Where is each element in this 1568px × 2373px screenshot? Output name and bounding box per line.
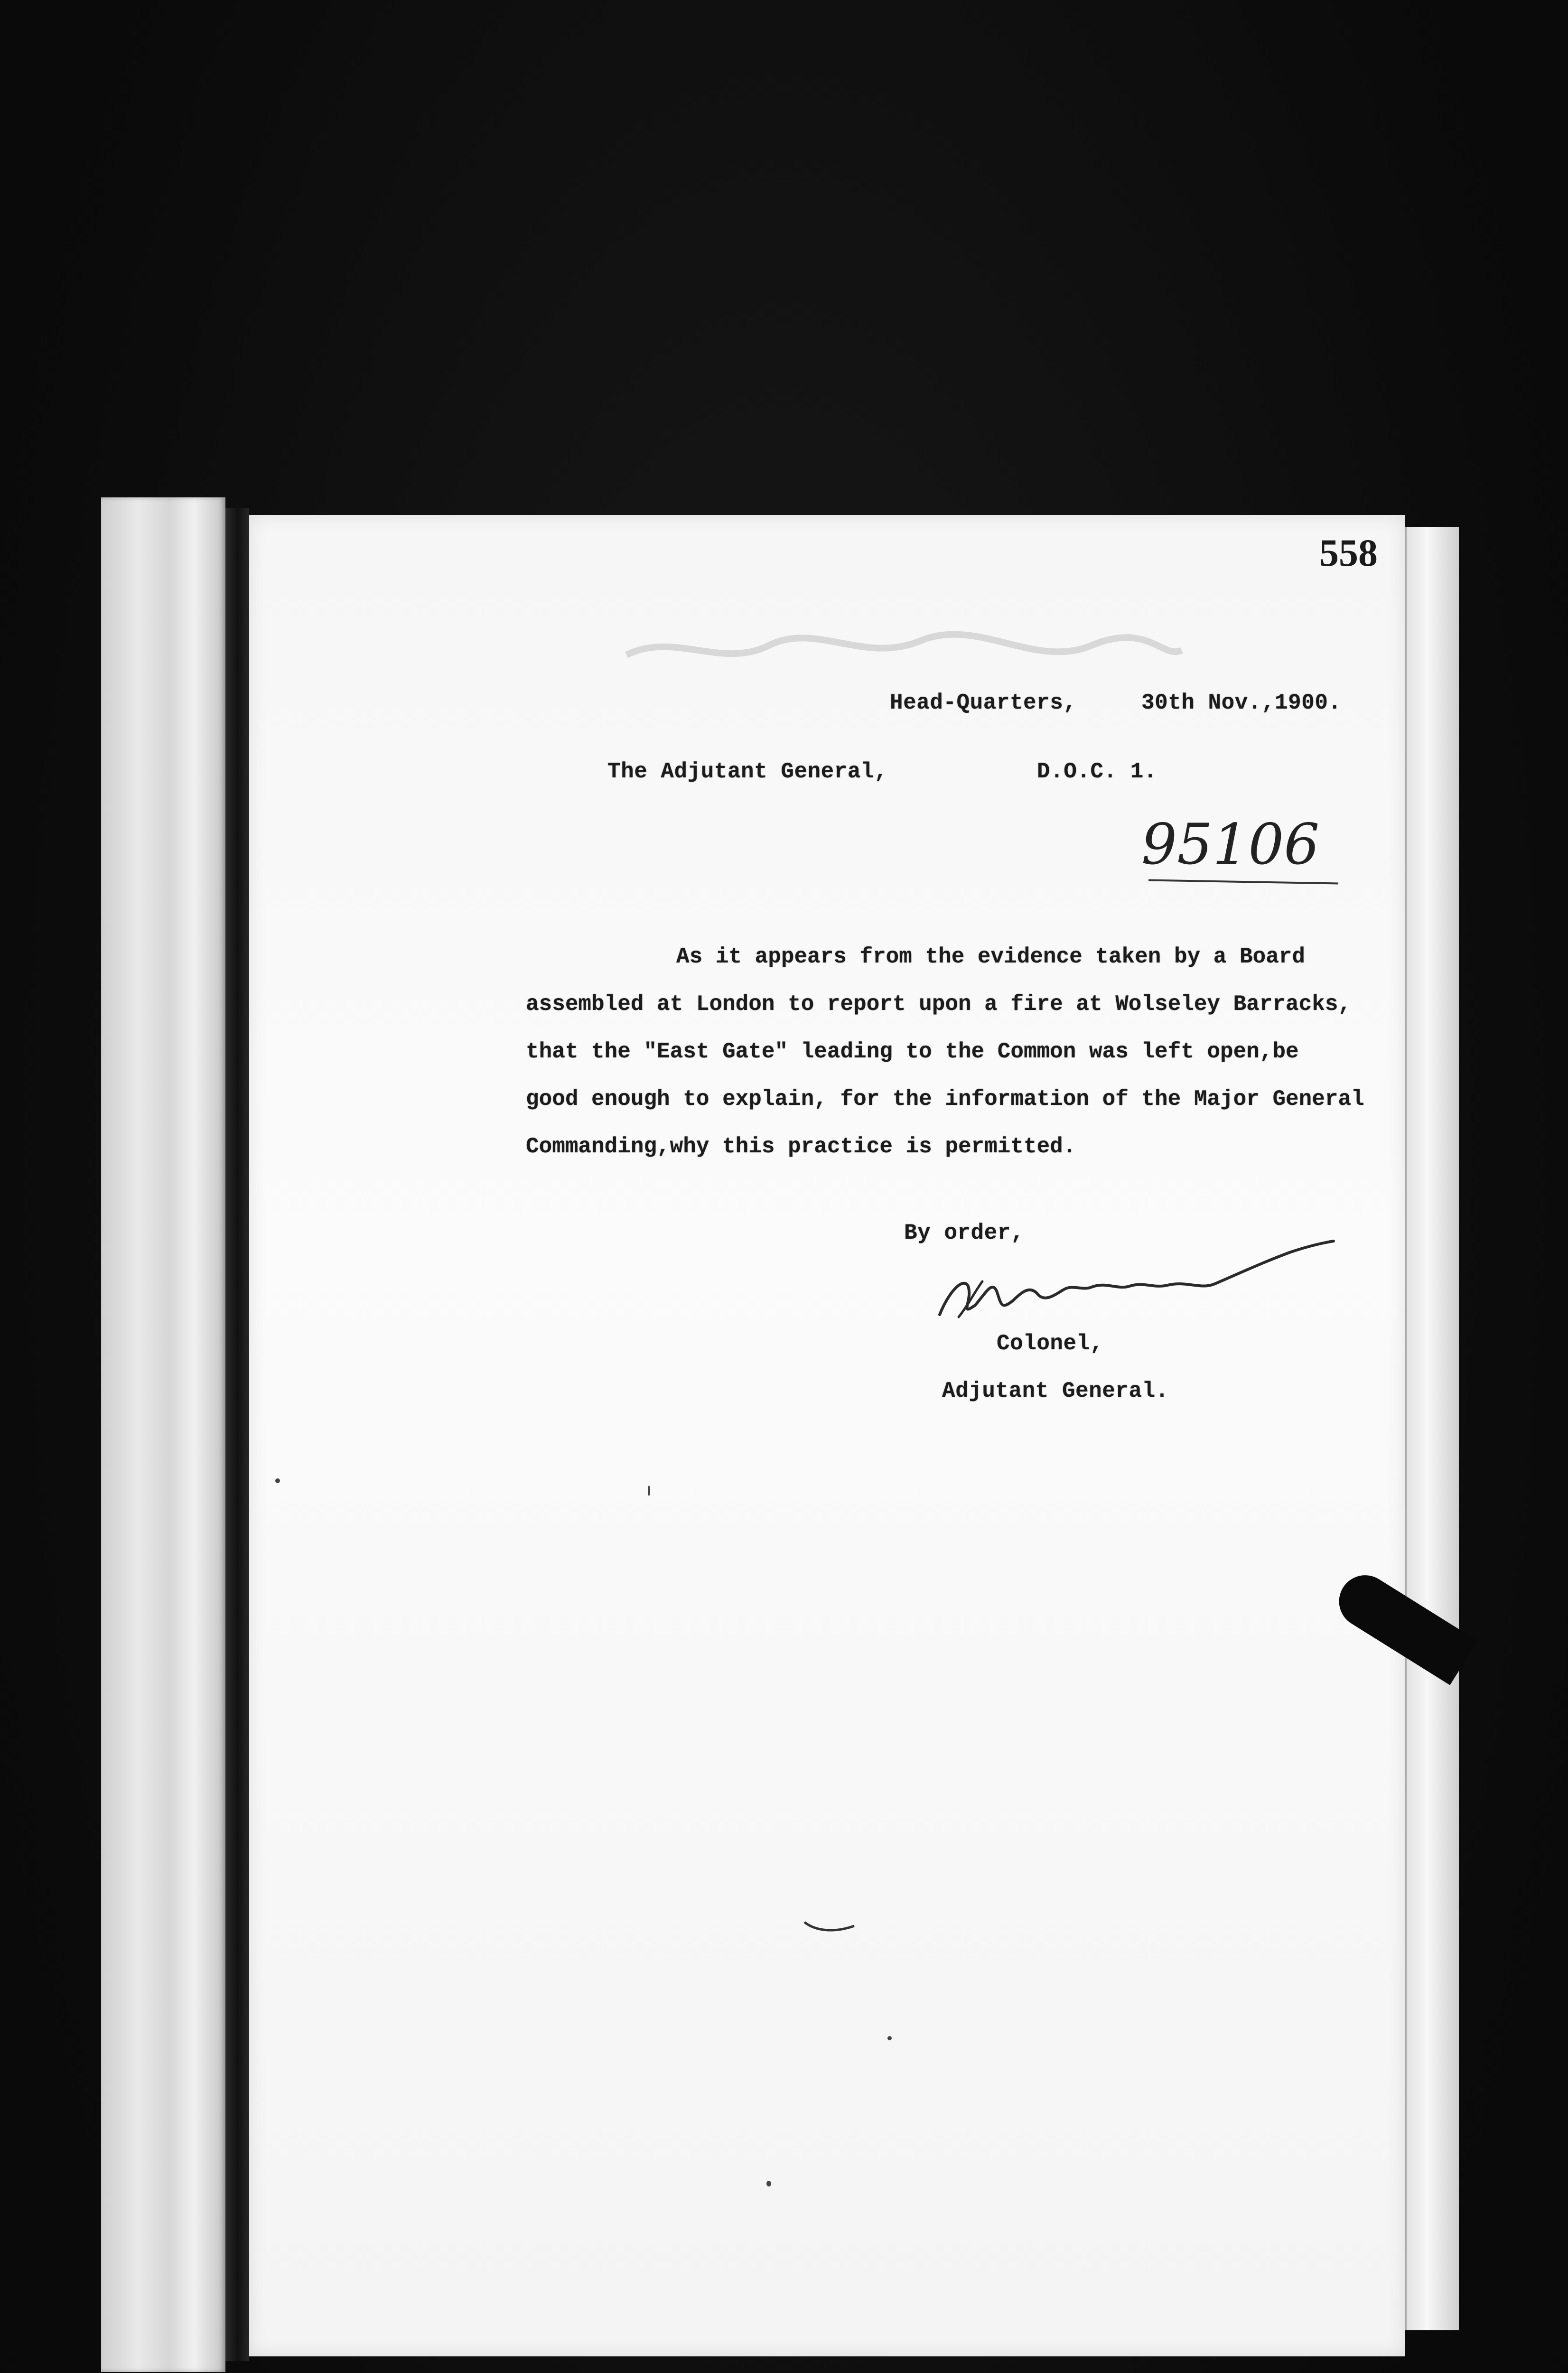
binding-spine (225, 508, 249, 2361)
signatory-rank: Colonel, (997, 1331, 1103, 1356)
body-line: As it appears from the evidence taken by a Board (676, 944, 1306, 969)
handwritten-signature (930, 1234, 1348, 1338)
body-line: good enough to explain, for the information of the Major General (526, 1087, 1364, 1112)
folded-page-edge (101, 497, 225, 2372)
dust-speck (766, 2181, 771, 2186)
body-line: assembled at London to report upon a fire at Wolseley Barracks, (526, 992, 1352, 1017)
handwritten-file-number: 95106 (1141, 812, 1320, 877)
district-code: D.O.C. 1. (1037, 759, 1157, 784)
page-right-edge (1405, 527, 1459, 2330)
body-line: Commanding,why this practice is permitted. (526, 1134, 1076, 1159)
addressee: The Adjutant General, (607, 759, 888, 784)
ink-mark (802, 1917, 859, 1936)
body-line: that the "East Gate" leading to the Common was left open,be (526, 1039, 1299, 1064)
closing-by-order: By order, (904, 1221, 1024, 1245)
dust-speck (648, 1485, 650, 1496)
signatory-title: Adjutant General. (942, 1379, 1169, 1403)
page-number: 558 (1319, 531, 1378, 574)
dust-speck (887, 2036, 892, 2040)
dust-speck (275, 1478, 280, 1483)
header-location: Head-Quarters, (890, 691, 1077, 715)
faint-stamp-mark (617, 622, 1186, 674)
header-date: 30th Nov.,1900. (1141, 691, 1342, 715)
document-page (249, 515, 1405, 2356)
